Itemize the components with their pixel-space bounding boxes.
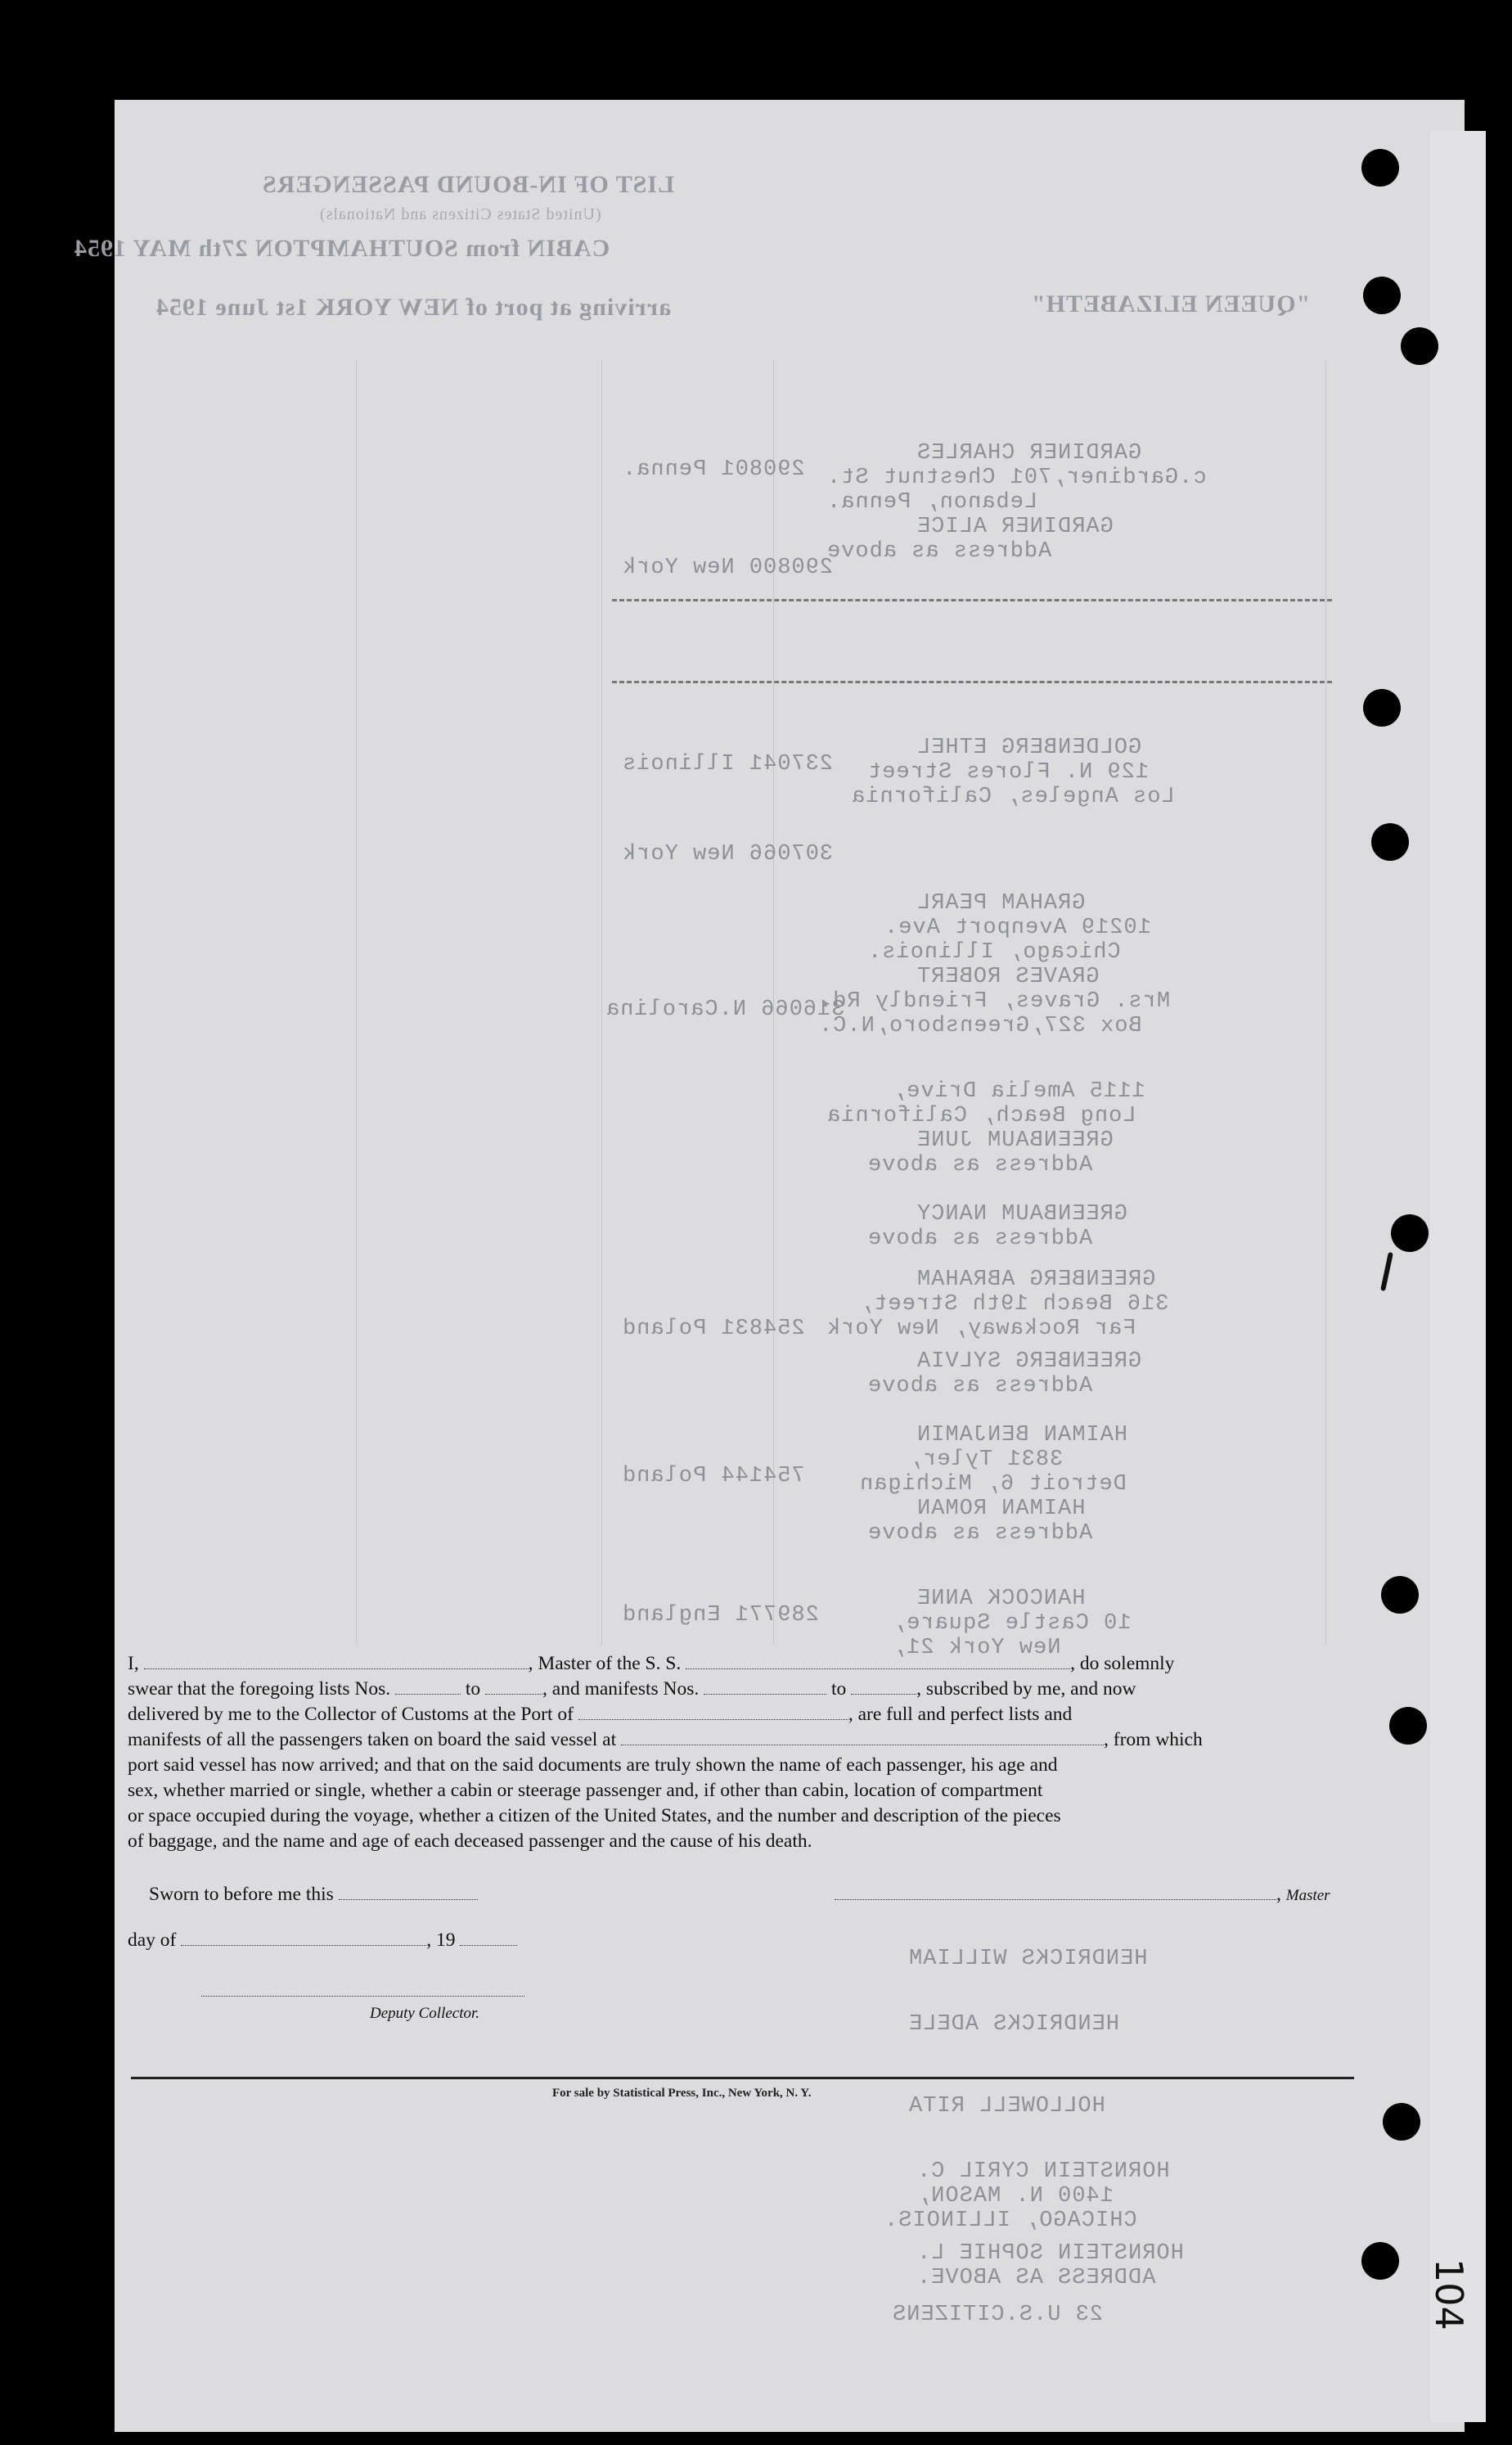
- deputy-signature-field[interactable]: [201, 1981, 524, 1997]
- day-field[interactable]: [181, 1930, 426, 1946]
- list-from-field[interactable]: [395, 1679, 461, 1695]
- oath-line-4: [128, 1727, 1355, 1753]
- punch-hole: [1361, 2242, 1399, 2280]
- ghost-entry: HOLLOWELL RITA: [908, 2094, 1105, 2119]
- ghost-entry: 316 Beach 19th Street,: [859, 1292, 1169, 1317]
- ghost-entry: 10219 Avenport Ave.: [884, 916, 1151, 940]
- deputy-line: [201, 1980, 524, 2002]
- footer-rule: [131, 2077, 1354, 2079]
- master-name-field[interactable]: [144, 1654, 529, 1669]
- ghost-entry: GREENBAUM NANCY: [916, 1202, 1128, 1227]
- oath-line-3: [128, 1702, 1355, 1727]
- oath-text: , subscribed by me, and now: [916, 1678, 1136, 1700]
- ghost-entry: Address as above: [867, 1521, 1093, 1546]
- ghost-entry: 1115 Amelia Drive,: [892, 1079, 1145, 1104]
- oath-text: delivered by me to the Collector of Customs at the Port of: [128, 1704, 574, 1725]
- ghost-entry: CHICAGO, ILLINOIS.: [884, 2209, 1137, 2233]
- ghost-entry: Box 327,Greensboro,N.C.: [818, 1014, 1142, 1038]
- ghost-entry: HAIMAN BENJAMIN: [916, 1423, 1128, 1448]
- ship-name-field[interactable]: [686, 1654, 1070, 1669]
- column-rule: [1325, 360, 1326, 1645]
- ghost-entry: GOLDENBERG ETHEL: [916, 736, 1142, 760]
- oath-text: , Master of the S. S.: [528, 1653, 682, 1674]
- day-line: [128, 1929, 517, 1952]
- sworn-line: [149, 1884, 478, 1906]
- manifest-from-field[interactable]: [704, 1679, 826, 1695]
- ghost-ship-name: "QUEEN ELIZABETH": [1031, 290, 1311, 317]
- margin-annotation: 104: [1427, 2258, 1471, 2330]
- ghost-title: LIST OF IN-BOUND PASSENGERS: [262, 171, 675, 198]
- ghost-entry: GARDINER ALICE: [916, 515, 1114, 539]
- ghost-entry: Detroit 6, Michigan: [859, 1472, 1127, 1497]
- ghost-entry: 3831 Tyler,: [908, 1448, 1064, 1472]
- deputy-collector-label: Deputy Collector.: [370, 2005, 480, 2022]
- oath-text: swear that the foregoing lists Nos.: [128, 1678, 391, 1700]
- ghost-entry: New York 21,: [892, 1636, 1061, 1660]
- oath-text: , are full and perfect lists and: [848, 1704, 1073, 1725]
- sworn-label: Sworn to before me this: [149, 1884, 334, 1905]
- ghost-entry: 1400 N. MASON,: [916, 2184, 1114, 2209]
- master-label: Master: [1285, 1887, 1330, 1904]
- ghost-entry: Address as above: [867, 1153, 1093, 1177]
- ghost-entry: Lebanon, Penna.: [826, 490, 1038, 515]
- punch-hole: [1363, 689, 1401, 727]
- punch-hole: [1381, 1576, 1419, 1614]
- oath-text: I,: [128, 1653, 139, 1674]
- ghost-entry: GRAVES ROBERT: [916, 965, 1100, 989]
- ghost-entry: Mrs. Graves, Friendly Rd.: [818, 989, 1171, 1014]
- oath-text: , do solemnly: [1070, 1653, 1175, 1674]
- ghost-entry: c.Gardiner,701 Chestnut St.: [826, 466, 1207, 490]
- ghost-entry: ADDRESS AS ABOVE.: [916, 2266, 1156, 2290]
- ghost-entry: 290800 New York: [622, 556, 834, 580]
- manifest-to-field[interactable]: [851, 1679, 916, 1695]
- master-signature-field[interactable]: [835, 1884, 1276, 1900]
- ghost-entry: Address as above: [867, 1227, 1093, 1251]
- manifest-page: [115, 100, 1465, 2432]
- ghost-entry: HENDRICKS ADELE: [908, 2012, 1120, 2037]
- ghost-entry: GARDINER CHARLES: [916, 441, 1142, 466]
- ghost-entry: Los Angeles, California: [851, 785, 1175, 809]
- punch-hole: [1391, 1214, 1429, 1252]
- ghost-entry: 237041 Illinois: [622, 752, 834, 777]
- printer-credit: For sale by Statistical Press, Inc., New York, N. Y.: [552, 2087, 812, 2100]
- oath-line-6: sex, whether married or single, whether a cabin or steerage passenger and, if other than cabin, location of compartment: [128, 1780, 1043, 1801]
- oath-line-8: of baggage, and the name and age of each deceased passenger and the cause of his death.: [128, 1830, 812, 1852]
- ghost-entry: HAIMAN ROMAN: [916, 1497, 1086, 1521]
- ghost-entry: 754144 Poland: [622, 1464, 805, 1488]
- ghost-entry: GREENBERG SYLVIA: [916, 1349, 1142, 1374]
- oath-text: to: [465, 1678, 481, 1700]
- departure-port-field[interactable]: [621, 1730, 1104, 1745]
- oath-line-2: [128, 1677, 1355, 1702]
- punch-hole: [1401, 327, 1438, 365]
- ghost-entry: 129 N. Flores Street: [867, 760, 1150, 785]
- column-rule: [356, 360, 357, 1645]
- ghost-entry: GREENBAUM JUNE: [916, 1128, 1114, 1153]
- ghost-entry: 290801 Penna.: [622, 457, 805, 482]
- ghost-entry: Address as above: [826, 539, 1052, 564]
- oath-text: to: [831, 1678, 847, 1700]
- ghost-entry: Address as above: [867, 1374, 1093, 1398]
- ghost-entry: HANCOCK ANNE: [916, 1587, 1086, 1611]
- list-to-field[interactable]: [485, 1679, 542, 1695]
- oath-line-5: port said vessel has now arrived; and that on the said documents are truly shown the name of each passenger, his age and: [128, 1754, 1058, 1776]
- ghost-subtitle: (United States Citizens and Nationals): [319, 205, 601, 223]
- ghost-entry: Long Beach, California: [826, 1104, 1136, 1128]
- punch-hole: [1363, 277, 1401, 314]
- ghost-entry: 10 Castle Square,: [892, 1611, 1132, 1636]
- master-signature-line: , Master: [835, 1884, 1330, 1906]
- section-divider: [612, 599, 1332, 601]
- oath-line-7: or space occupied during the voyage, whether a citizen of the United States, and the number and description of the pieces: [128, 1805, 1061, 1826]
- ghost-entry: 307066 New York: [622, 842, 834, 867]
- ghost-entry: 254831 Poland: [622, 1317, 805, 1341]
- oath-block: [128, 1651, 1355, 1854]
- ghost-entry: HORNSTEIN SOPHIE L.: [916, 2241, 1184, 2266]
- ghost-entry: GRAHAM PEARL: [916, 891, 1086, 916]
- oath-text: manifests of all the passengers taken on board the said vessel at: [128, 1729, 617, 1750]
- ghost-entry: HENDRICKS WILLIAM: [908, 1947, 1148, 1971]
- port-field[interactable]: [578, 1704, 848, 1720]
- sworn-date-field[interactable]: [339, 1884, 478, 1900]
- ghost-entry: Chicago, Illinois.: [867, 940, 1121, 965]
- year-field[interactable]: [460, 1930, 517, 1946]
- oath-text: , from which: [1104, 1729, 1203, 1750]
- binding-strip: [1430, 131, 1486, 2422]
- ghost-entry: Far Rockaway, New York: [826, 1317, 1136, 1341]
- punch-hole: [1361, 149, 1399, 187]
- oath-text: , and manifests Nos.: [542, 1678, 700, 1700]
- day-label: day of: [128, 1929, 177, 1951]
- punch-hole: [1371, 823, 1409, 861]
- ghost-entry: 289771 England: [622, 1603, 819, 1628]
- ghost-entry: GREENBERG ABRAHAM: [916, 1268, 1156, 1292]
- punch-hole: [1389, 1707, 1427, 1745]
- punch-hole: [1383, 2103, 1420, 2141]
- ghost-voyage-line: CABIN from SOUTHAMPTON 27th MAY 1954: [74, 235, 610, 262]
- ghost-entry: 316066 N.Carolina: [605, 997, 845, 1022]
- ghost-entry: 23 U.S.CITIZENS: [892, 2303, 1104, 2327]
- ghost-arrival-line: arriving at port of NEW YORK 1st June 1954: [155, 294, 672, 321]
- column-rule: [601, 360, 602, 1645]
- year-label: , 19: [426, 1929, 456, 1951]
- section-divider: [612, 681, 1332, 683]
- ghost-entry: HORNSTEIN CYRIL C.: [916, 2159, 1170, 2184]
- oath-line-1: [128, 1651, 1355, 1677]
